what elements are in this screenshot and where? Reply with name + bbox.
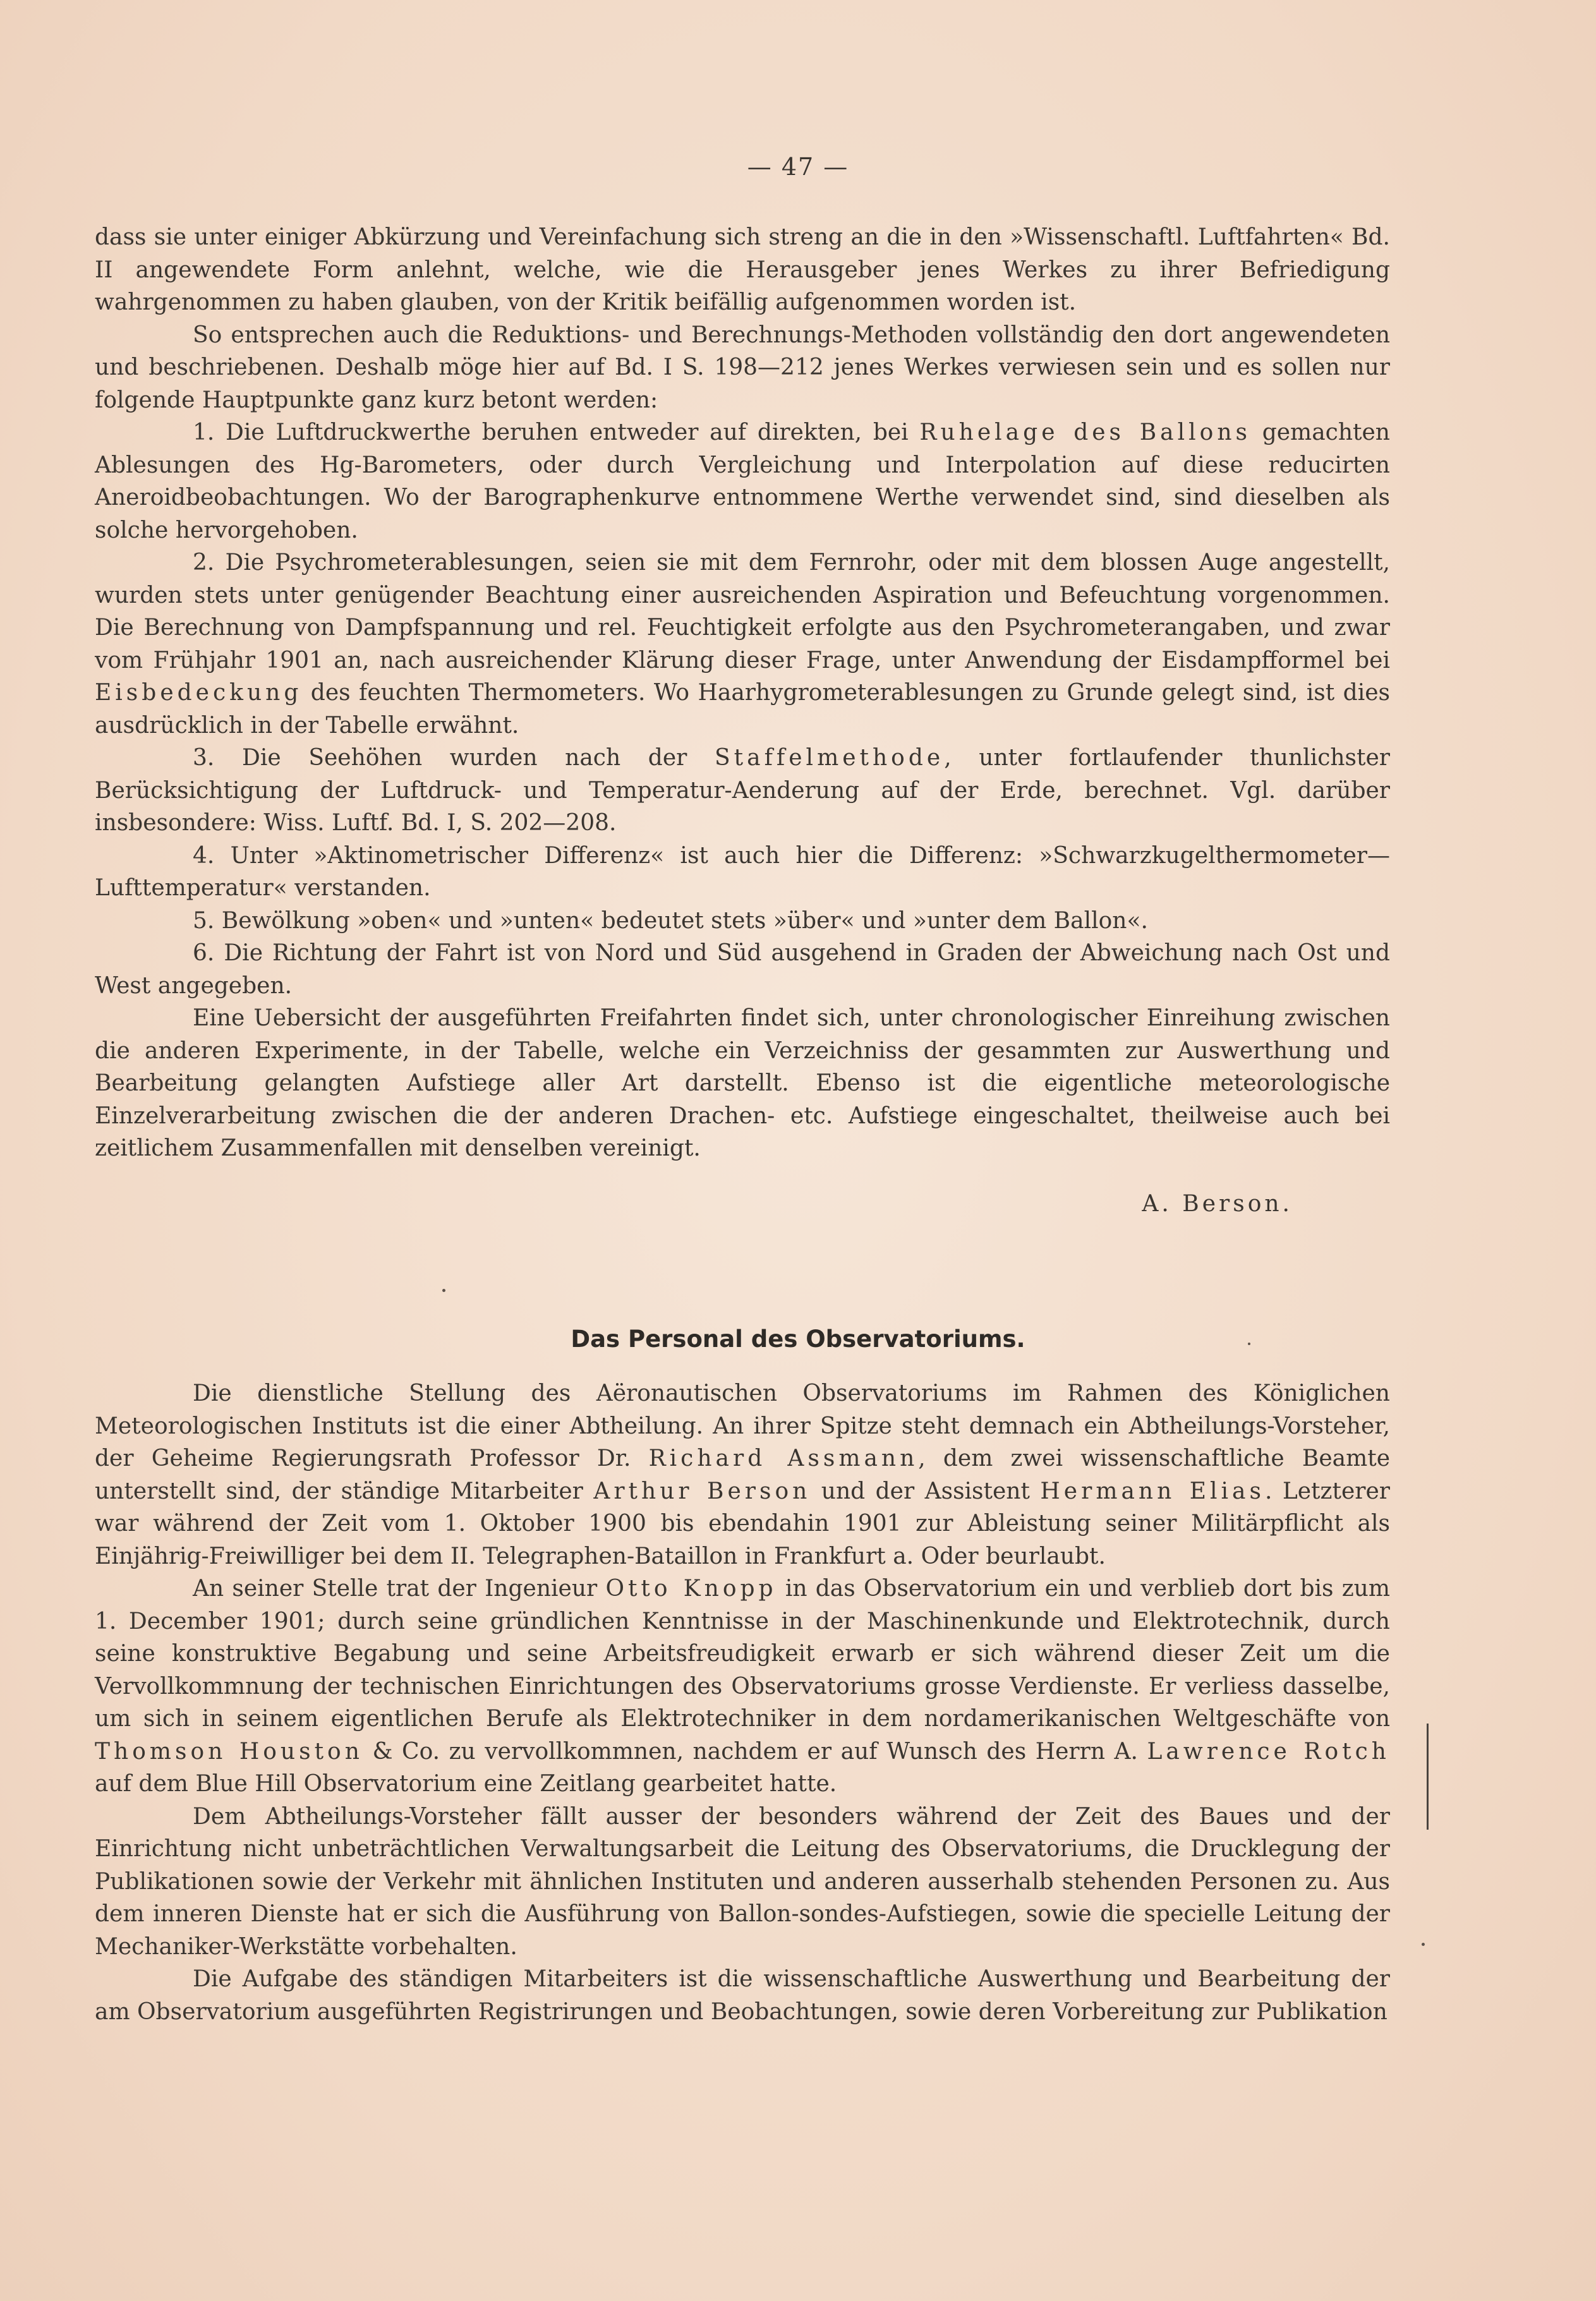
paragraph: So entsprechen auch die Reduktions- und Berechnungs-Methoden vollständig den dort angewendeten und beschriebenen. Deshalb möge hier auf Bd. I S. 198—212 jenes Werkes verwiesen sein und es sollen nur folgende Hauptpunkte ganz kurz betont werden: xyxy=(95,322,1390,413)
list-item-text: des feuchten Thermometers. Wo Haarhygrometerablesungen zu Grunde gelegt sind, ist dies ausdrücklich in der Tabelle erwähnt. xyxy=(95,680,1390,739)
list-item-text: 1. Die Luftdruckwerthe beruhen entweder auf direkten, bei xyxy=(193,420,909,445)
body-text-personnel xyxy=(95,1377,1390,2028)
text-run: . Letzterer war während der Zeit vom 1. Oktober 1900 bis ebendahin 1901 zur Ableistung seiner Militärpflicht als Einjährig-Freiwilliger bei dem II. Telegraphen-Bataillon in Frankfurt a. Oder beurlaubt. xyxy=(95,1478,1390,1569)
paper-speck xyxy=(1248,1343,1250,1345)
page-number: — 47 — xyxy=(747,153,849,181)
margin-mark xyxy=(1427,1724,1429,1830)
list-item xyxy=(95,547,1390,742)
text-run: und der Assistent xyxy=(821,1478,1030,1504)
list-item-text: 2. Die Psychrometerablesungen, seien sie mit dem Fernrohr, oder mit dem blossen Auge angestellt, wurden stets unter genügender Beachtung einer ausreichenden Aspiration und Befeuchtung vorgenommen. Die Berechnung von Dampfspannung und rel. Feuchtigkeit erfolgte aus den Psychrometerangaben, und zwar vom Frühjahr 1901 an, nach ausreichender Klärung dieser Frage, unter Anwendung der Eisdampfformel bei xyxy=(95,550,1390,673)
person-name: Arthur Berson xyxy=(593,1478,811,1504)
company-name: Thomson Houston xyxy=(95,1738,363,1765)
text-run: , dem zwei wissenschaftliche Beamte unterstellt sind, der ständige Mitarbeiter xyxy=(95,1446,1390,1504)
author-signature: A. Berson. xyxy=(1142,1191,1293,1217)
list-item xyxy=(95,416,1390,547)
person-name: Hermann Elias xyxy=(1040,1478,1265,1504)
section-heading: Das Personal des Observatoriums. xyxy=(571,1326,1025,1353)
list-item: 4. Unter »Aktinometrischer Differenz« ist auch hier die Differenz: »Schwarzkugelthermometer—Lufttemperatur« verstanden. xyxy=(95,842,1390,901)
text-run: in das Observatorium ein und verblieb dort bis zum 1. December 1901; durch seine gründlichen Kenntnisse in der Maschinenkunde und Elektrotechnik, durch seine konstruktive Begabung und seine Arbeitsfreudigkeit erwarb er sich während dieser Zeit um die Vervollkommnung der technischen Einrichtungen des Observatoriums grosse Verdienste. Er verliess dasselbe, um sich in seinem eigentlichen Berufe als Elektrotechniker in dem nordamerikanischen Weltgeschäfte von xyxy=(95,1576,1390,1732)
text-run: Die dienstliche Stellung des Aëronautischen Observatoriums im Rahmen des Königlichen Meteorologischen Instituts ist die einer Abtheilung. An ihrer Spitze steht demnach ein Abtheilungs-Vorsteher, der Geheime Regierungsrath Professor Dr. xyxy=(95,1380,1390,1471)
paper-speck xyxy=(442,1289,445,1292)
paragraph: Die Aufgabe des ständigen Mitarbeiters ist die wissenschaftliche Auswerthung und Bearbeitung der am Observatorium ausgeführten Registrirungen und Beobachtungen, sowie deren Vorbereitung zur Publikation xyxy=(95,1966,1390,2025)
paper-speck xyxy=(1422,1943,1425,1946)
list-item-text: gemachten Ablesungen des Hg-Barometers, oder durch Vergleichung und Interpolation auf diese reducirten Aneroidbeobachtungen. Wo der Barographenkurve entnommene Werthe verwendet sind, sind dieselben als solche hervorgehoben. xyxy=(95,420,1390,543)
person-name: Otto Knopp xyxy=(605,1576,777,1602)
text-run: An seiner Stelle trat der Ingenieur xyxy=(193,1576,598,1602)
body-text-methods xyxy=(95,221,1390,1165)
list-item-text: , unter fortlaufender thunlichster Berücksichtigung der Luftdruck- und Temperatur-Aenderung auf der Erde, berechnet. Vgl. darüber insbesondere: Wiss. Luftf. Bd. I, S. 202—208. xyxy=(95,745,1390,836)
emphasis-text: Eisbedeckung xyxy=(95,680,303,706)
text-run: & Co. zu vervollkommnen, nachdem er auf Wunsch des Herrn A. xyxy=(372,1738,1138,1765)
text-run: auf dem Blue Hill Observatorium eine Zeitlang gearbeitet hatte. xyxy=(95,1771,837,1797)
paragraph: Dem Abtheilungs-Vorsteher fällt ausser der besonders während der Zeit des Baues und der Einrichtung nicht unbeträchtlichen Verwaltungsarbeit die Leitung des Observatoriums, die Drucklegung der Publikationen sowie der Verkehr mit ähnlichen Instituten und anderen ausserhalb stehenden Personen zu. Aus dem inneren Dienste hat er sich die Ausführung von Ballon-sondes-Aufstiegen, sowie die specielle Leitung der Mechaniker-Werkstätte vorbehalten. xyxy=(95,1803,1390,1960)
list-item: 6. Die Richtung der Fahrt ist von Nord und Süd ausgehend in Graden der Abweichung nach Ost und West angegeben. xyxy=(95,940,1390,999)
list-item xyxy=(95,742,1390,840)
list-item-text: 3. Die Seehöhen wurden nach der xyxy=(193,745,687,771)
person-name: Richard Assmann xyxy=(648,1446,919,1471)
list-item: 5. Bewölkung »oben« und »unten« bedeutet stets »über« und »unter dem Ballon«. xyxy=(193,907,1148,934)
emphasis-text: Staffelmethode xyxy=(715,745,945,771)
paragraph xyxy=(95,1377,1390,1573)
paragraph: dass sie unter einiger Abkürzung und Vereinfachung sich streng an die in den »Wissenschaftl. Luftfahrten« Bd. II angewendete Form anlehnt, welche, wie die Herausgeber jenes Werkes zu ihrer Befriedigung wahrgenommen zu haben glauben, von der Kritik beifällig aufgenommen worden ist. xyxy=(95,224,1390,315)
paragraph: Eine Uebersicht der ausgeführten Freifahrten findet sich, unter chronologischer Einreihung zwischen die anderen Experimente, in der Tabelle, welche ein Verzeichniss der gesammten zur Auswerthung und Bearbeitung gelangten Aufstiege aller Art darstellt. Ebenso ist die eigentliche meteorologische Einzelverarbeitung zwischen die der anderen Drachen- etc. Aufstiege eingeschaltet, theilweise auch bei zeitlichem Zusammenfallen mit denselben vereinigt. xyxy=(95,1005,1390,1161)
person-name: Lawrence Rotch xyxy=(1147,1738,1390,1765)
emphasis-text: Ruhelage des Ballons xyxy=(919,420,1251,445)
paragraph xyxy=(95,1573,1390,1801)
